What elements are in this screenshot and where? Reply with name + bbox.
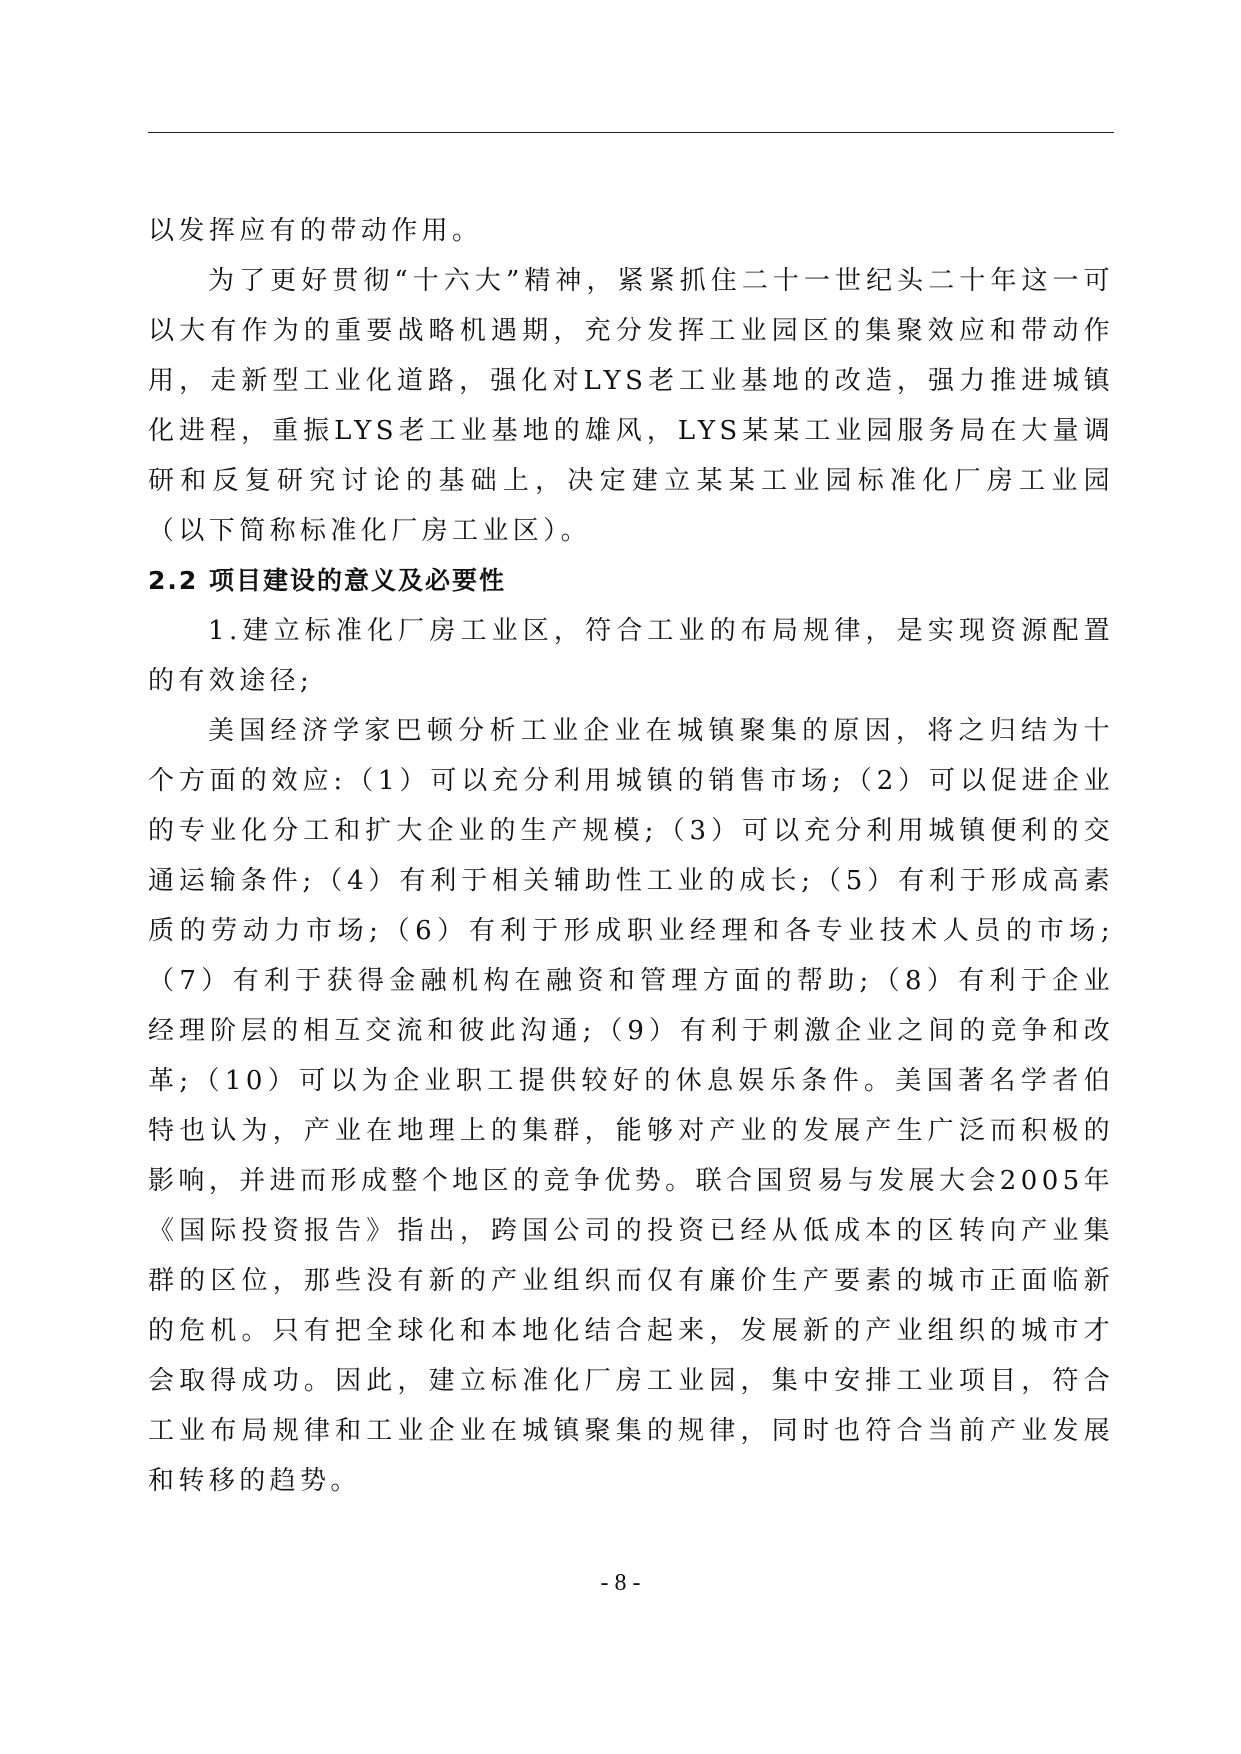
paragraph-point-1: 1.建立标准化厂房工业区，符合工业的布局规律，是实现资源配置的有效途径; — [148, 616, 1114, 696]
paragraph-continuation: 以发挥应有的带动作用。 — [148, 216, 483, 246]
header-rule — [148, 132, 1114, 133]
document-body — [148, 206, 1114, 1506]
section-heading: 2.2 项目建设的意义及必要性 — [148, 566, 506, 595]
paragraph-barton-analysis: 美国经济学家巴顿分析工业企业在城镇聚集的原因，将之归结为十个方面的效应:（1）可以充分利用城镇的销售市场;（2）可以促进企业的专业化分工和扩大企业的生产规模;（3）可以充分利用城镇便利的交通运输条件;（4）有利于相关辅助性工业的成长;（5）有利于形成高素质的劳动力市场;（6）有利于形成职业经理和各专业技术人员的市场;（7）有利于获得金融机构在融资和管理方面的帮助;（8）有利于企业经理阶层的相互交流和彼此沟通;（9）有利于刺激企业之间的竞争和改革;（10）可以为企业职工提供较好的休息娱乐条件。美国著名学者伯特也认为，产业在地理上的集群，能够对产业的发展产生广泛而积极的影响，并进而形成整个地区的竞争优势。联合国贸易与发展大会2005年《国际投资报告》指出，跨国公司的投资已经从低成本的区转向产业集群的区位，那些没有新的产业组织而仅有廉价生产要素的城市正面临新的危机。只有把全球化和本地化结合起来，发展新的产业组织的城市才会取得成功。因此，建立标准化厂房工业园，集中安排工业项目，符合工业布局规律和工业企业在城镇聚集的规律，同时也符合当前产业发展和转移的趋势。 — [148, 716, 1114, 1496]
page-number: - 8 - — [600, 1570, 641, 1596]
paragraph-background: 为了更好贯彻“十六大”精神，紧紧抓住二十一世纪头二十年这一可以大有作为的重要战略机遇期，充分发挥工业园区的集聚效应和带动作用，走新型工业化道路，强化对LYS老工业基地的改造，强力推进城镇化进程，重振LYS老工业基地的雄风，LYS某某工业园服务局在大量调研和反复研究讨论的基础上，决定建立某某工业园标准化厂房工业园（以下简称标准化厂房工业区）。 — [148, 266, 1114, 546]
